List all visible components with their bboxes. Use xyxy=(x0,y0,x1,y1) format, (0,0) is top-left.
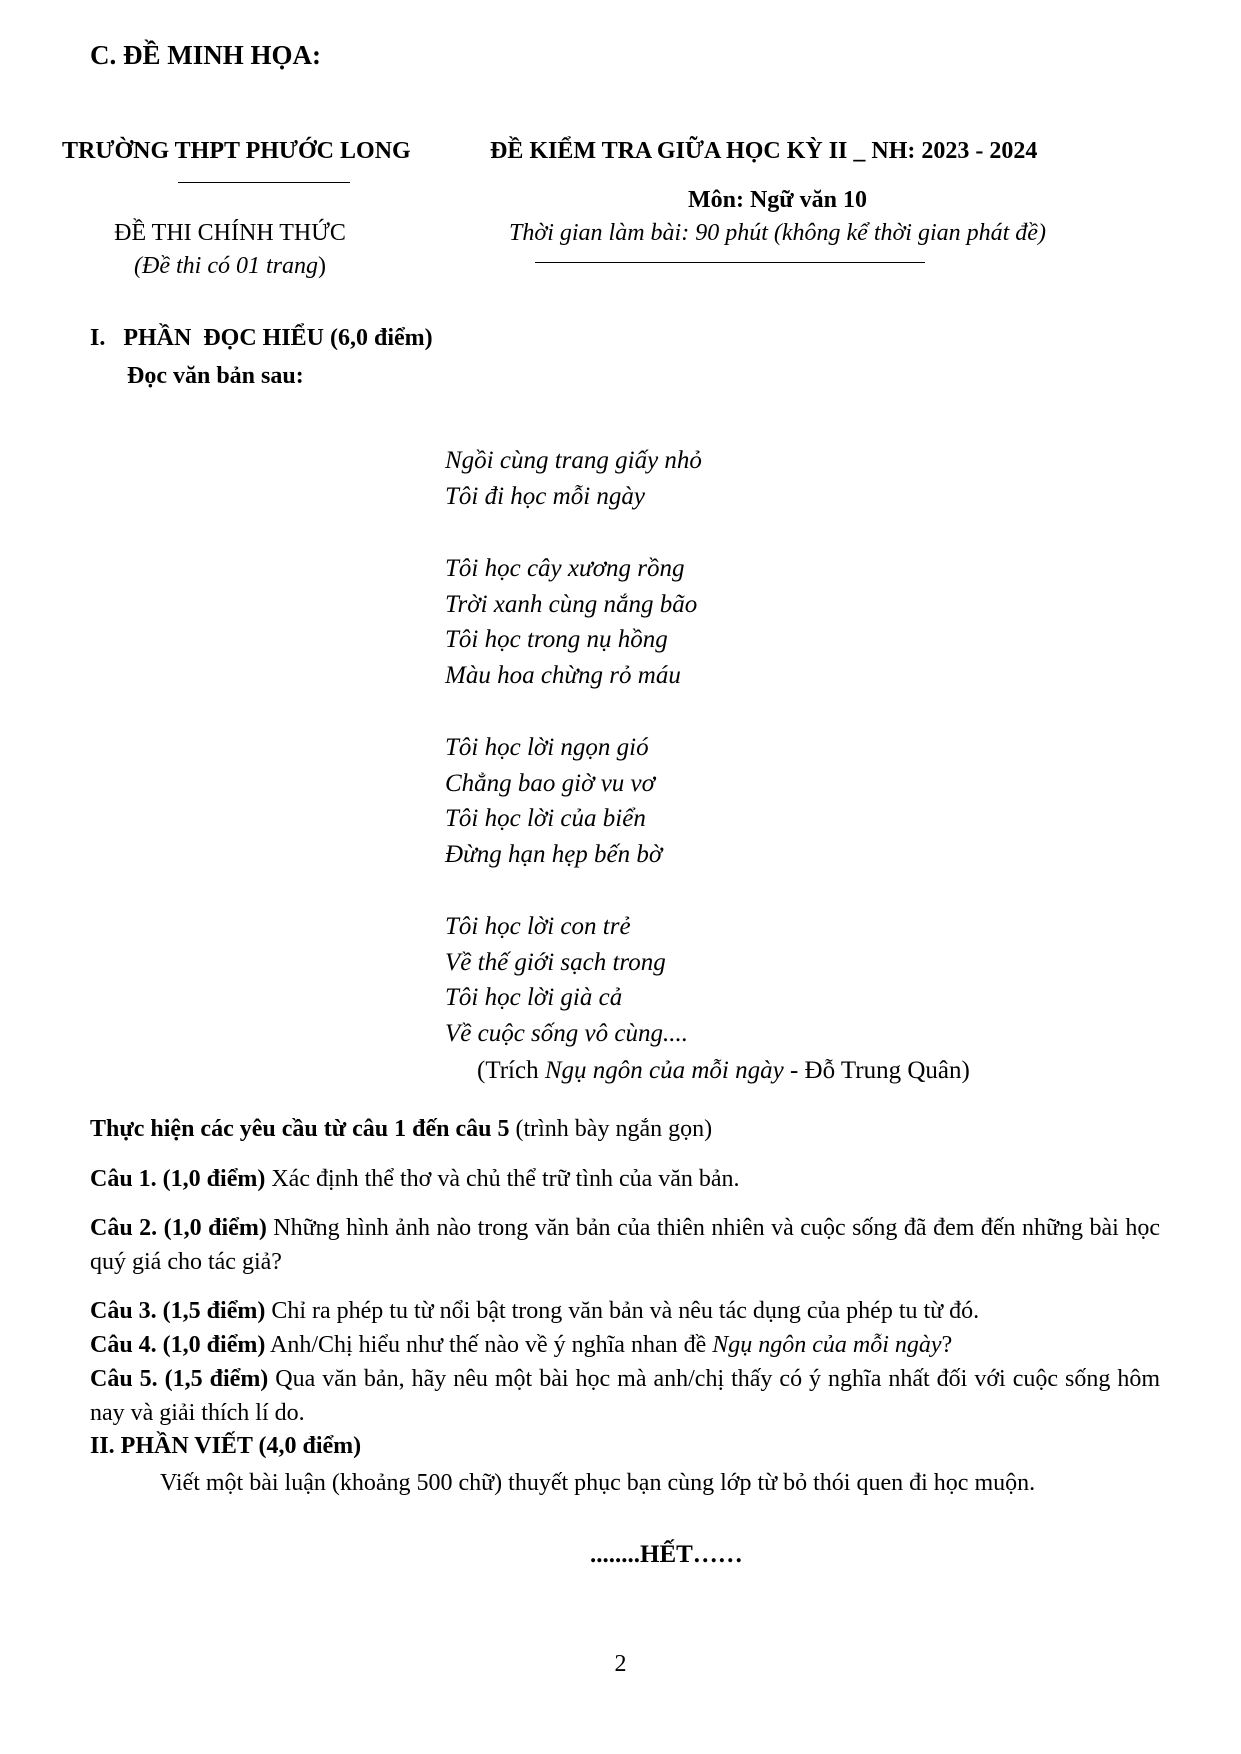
poem-line: Màu hoa chừng rỏ máu xyxy=(445,662,681,689)
poem-line: Tôi học lời con trẻ xyxy=(445,913,631,940)
section-heading: C. ĐỀ MINH HỌA: xyxy=(90,40,321,70)
poem-line: Chẳng bao giờ vu vơ xyxy=(445,770,655,797)
question-label: Câu 3. (1,5 điểm) xyxy=(90,1298,266,1324)
source-title: Ngụ ngôn của mỗi ngày xyxy=(544,1057,784,1084)
page-count-note: (Đề thi có 01 trang) xyxy=(134,253,326,279)
question-3 xyxy=(90,1294,1160,1328)
poem-line: Tôi học lời của biển xyxy=(445,805,646,832)
question-2 xyxy=(90,1211,1160,1279)
poem-line: Tôi học trong nụ hồng xyxy=(445,626,668,653)
exam-title: ĐỀ KIỂM TRA GIỮA HỌC KỲ II _ NH: 2023 - 2024 xyxy=(490,138,1038,164)
poem-line: Về thế giới sạch trong xyxy=(445,949,666,976)
poem-line: Đừng hạn hẹp bến bờ xyxy=(445,841,663,868)
question-title-ref: Ngụ ngôn của mỗi ngày xyxy=(712,1332,942,1358)
poem-line: Ngồi cùng trang giấy nhỏ xyxy=(445,447,702,474)
question-label: Câu 2. (1,0 điểm) xyxy=(90,1215,267,1241)
question-end: ? xyxy=(941,1332,953,1358)
part2-title: II. PHẦN VIẾT (4,0 điểm) xyxy=(90,1433,362,1459)
source-suffix: - Đỗ Trung Quân) xyxy=(783,1057,970,1084)
question-label: Câu 4. (1,0 điểm) xyxy=(90,1332,266,1358)
time-underline xyxy=(535,262,925,263)
exam-time: Thời gian làm bài: 90 phút (không kể thời gian phát đề) xyxy=(509,220,1046,246)
poem-line: Trời xanh cùng nắng bão xyxy=(445,591,698,618)
poem-source xyxy=(477,1057,970,1085)
question-label: Câu 5. (1,5 điểm) xyxy=(90,1366,269,1392)
tasks-intro xyxy=(90,1112,1160,1146)
school-name: TRƯỜNG THPT PHƯỚC LONG xyxy=(62,138,411,164)
question-text: Anh/Chị hiểu như thế nào về ý nghĩa nhan đề xyxy=(265,1332,713,1358)
end-mark: ........HẾT…… xyxy=(590,1541,743,1568)
question-4 xyxy=(90,1328,1160,1362)
poem-line: Tôi học lời già cả xyxy=(445,984,623,1011)
question-label: Câu 1. (1,0 điểm) xyxy=(90,1166,266,1192)
question-text: Qua văn bản, hãy nêu một bài học mà anh/chị thấy có ý nghĩa nhất đối với cuộc sống hôm nay và giải thích lí do. xyxy=(90,1366,1160,1426)
subject: Môn: Ngữ văn 10 xyxy=(687,187,868,213)
question-text: Chỉ ra phép tu từ nổi bật trong văn bản và nêu tác dụng của phép tu từ đó. xyxy=(265,1298,980,1324)
question-5 xyxy=(90,1362,1160,1430)
page-count-text: Đề thi có 01 trang xyxy=(142,253,318,279)
question-1 xyxy=(90,1162,1160,1196)
part1-instruction: Đọc văn bản sau: xyxy=(127,363,304,389)
part2-prompt: Viết một bài luận (khoảng 500 chữ) thuyết phục bạn cùng lớp từ bỏ thói quen đi học muộn. xyxy=(160,1470,1036,1496)
school-underline xyxy=(178,182,350,183)
poem-line: Tôi học lời ngọn gió xyxy=(445,734,649,761)
poem-line: Về cuộc sống vô cùng.... xyxy=(445,1020,688,1047)
question-text: Những hình ảnh nào trong văn bản của thiên nhiên và cuộc sống đã đem đến những bài học quý giá cho tác giả? xyxy=(90,1215,1160,1275)
poem-line: Tôi đi học mỗi ngày xyxy=(445,483,645,510)
poem-line: Tôi học cây xương rồng xyxy=(445,555,685,582)
tasks-intro-rest: (trình bày ngắn gọn) xyxy=(509,1116,713,1142)
part1-title: I. PHẦN ĐỌC HIỂU (6,0 điểm) xyxy=(90,325,433,351)
official-exam-label: ĐỀ THI CHÍNH THỨC xyxy=(114,220,346,246)
page-number: 2 xyxy=(614,1651,627,1677)
source-prefix: (Trích xyxy=(477,1057,545,1084)
tasks-intro-bold: Thực hiện các yêu cầu từ câu 1 đến câu 5 xyxy=(90,1116,510,1142)
question-text: Xác định thể thơ và chủ thể trữ tình của văn bản. xyxy=(265,1166,740,1192)
